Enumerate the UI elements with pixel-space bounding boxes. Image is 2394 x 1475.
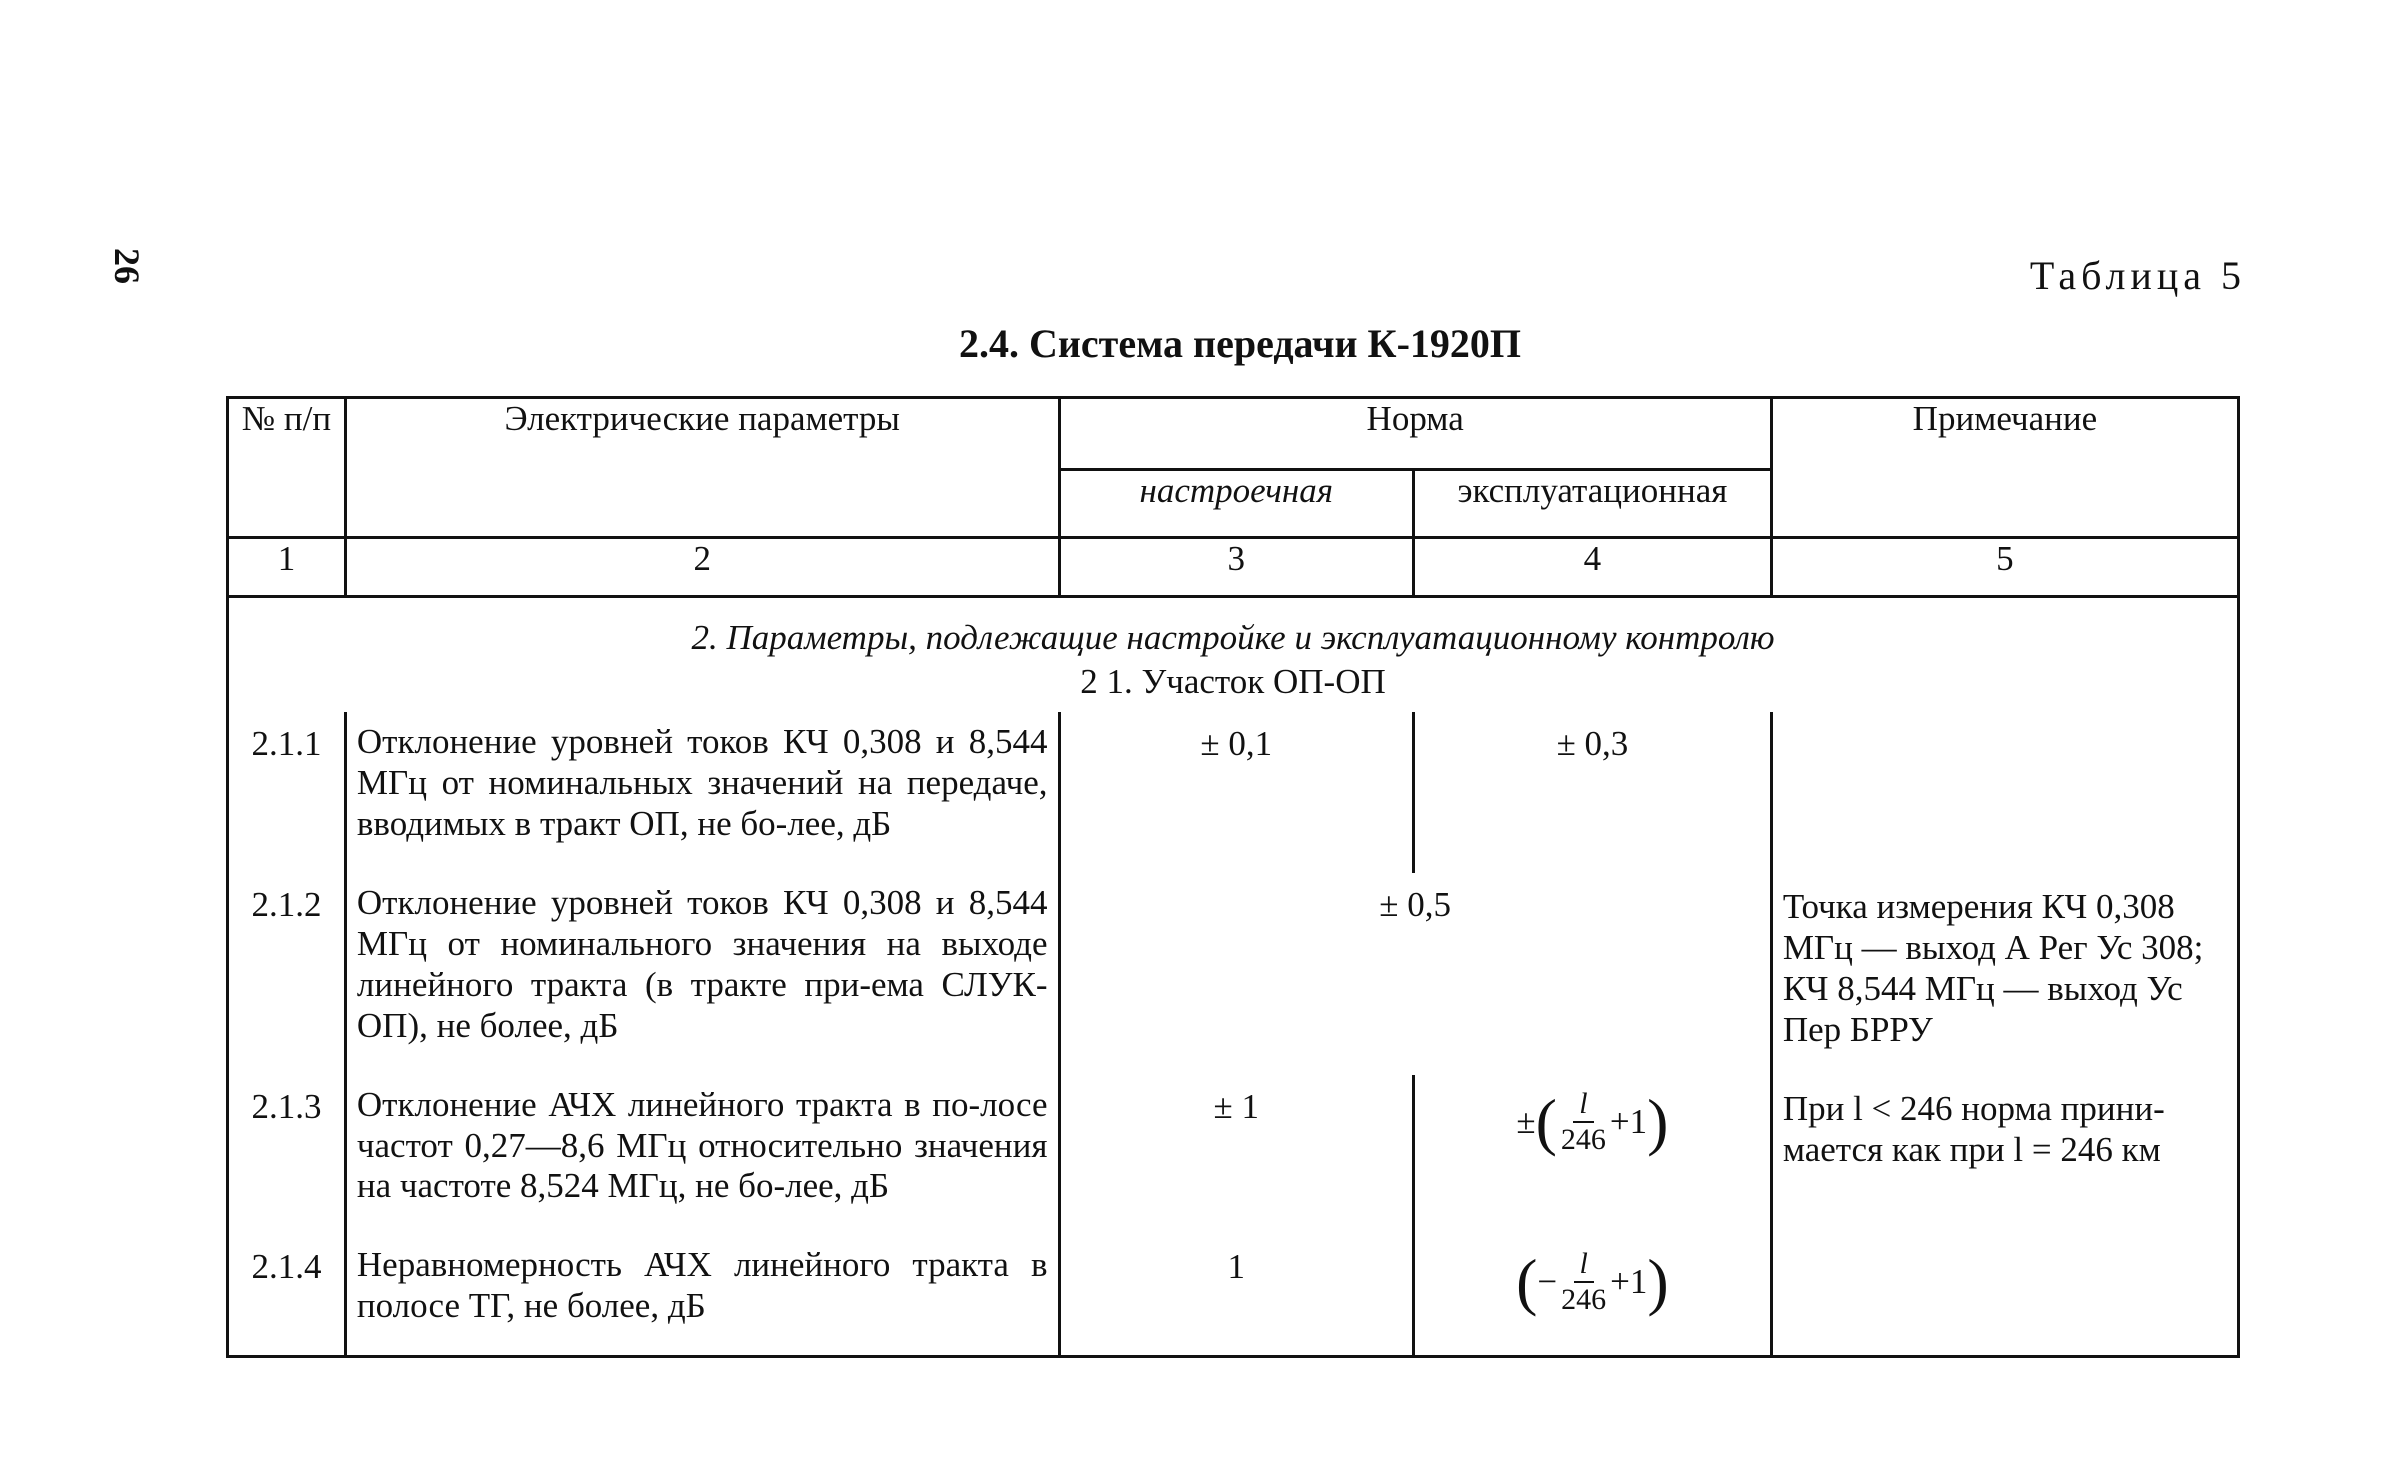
section-title: 2. Параметры, подлежащие настройке и эксплуатационному контролю [228, 597, 2239, 659]
column-number: 2 [345, 538, 1059, 597]
row-norm-operational [1414, 1235, 1772, 1356]
row-number: 2.1.4 [228, 1235, 346, 1356]
header-params: Электрические параметры [345, 398, 1059, 538]
subsection-title: 2 1. Участок ОП-ОП [228, 658, 2239, 712]
row-parameter: Неравномерность АЧХ линейного тракта в полосе ТГ, не более, дБ [345, 1235, 1059, 1356]
row-parameter: Отклонение АЧХ линейного тракта в по-лосе частот 0,27—8,6 МГц относительно значения на частоте 8,524 МГц, не бо-лее, дБ [345, 1075, 1059, 1236]
row-number: 2.1.2 [228, 873, 346, 1075]
row-note: Точка измерения КЧ 0,308 МГц — выход А Рег Ус 308; КЧ 8,544 МГц — выход Ус Пер БРРУ [1771, 873, 2238, 1075]
column-number: 3 [1059, 538, 1414, 597]
page-number: 26 [107, 248, 147, 284]
row-norm-setup: ± 0,1 [1059, 712, 1414, 873]
row-note: При l < 246 норма прини-мается как при l = 246 км [1771, 1075, 2238, 1236]
parameters-table [226, 396, 2240, 1358]
column-number: 4 [1414, 538, 1772, 597]
row-number: 2.1.3 [228, 1075, 346, 1236]
table-row [228, 1075, 2239, 1236]
row-norm-setup: 1 [1059, 1235, 1414, 1356]
row-norm-merged: ± 0,5 [1059, 873, 1771, 1075]
row-norm-operational: ± 0,3 [1414, 712, 1772, 873]
document-title: 2.4. Система передачи К-1920П [958, 321, 1521, 366]
row-parameter: Отклонение уровней токов КЧ 0,308 и 8,544 МГц от номинальных значений на передаче, вводимых в тракт ОП, не бо-лее, дБ [345, 712, 1059, 873]
table-row [228, 873, 2239, 1075]
row-note [1771, 1235, 2238, 1356]
row-number: 2.1.1 [228, 712, 346, 873]
header-note: Примечание [1771, 398, 2238, 538]
table-label: Таблица 5 [2029, 253, 2246, 298]
row-norm-setup: ± 1 [1059, 1075, 1414, 1236]
header-num: № п/п [228, 398, 346, 538]
column-number: 1 [228, 538, 346, 597]
header-norm-setup: настроечная [1059, 470, 1414, 538]
row-parameter: Отклонение уровней токов КЧ 0,308 и 8,544 МГц от номинального значения на выходе линейного тракта (в тракте при-ема СЛУК-ОП), не более, дБ [345, 873, 1059, 1075]
table-row [228, 1235, 2239, 1356]
row-note [1771, 712, 2238, 873]
formula: ( − $\frac{l}{246}$ +1 ) [1516, 1246, 1669, 1318]
column-number-row [228, 538, 2239, 597]
header-norm-operational: эксплуатационная [1414, 470, 1772, 538]
row-norm-operational [1414, 1075, 1772, 1236]
formula: ± ( l 246 +1 ) [1516, 1085, 1669, 1157]
table-row [228, 712, 2239, 873]
header-norm: Норма [1059, 398, 1771, 470]
column-number: 5 [1771, 538, 2238, 597]
